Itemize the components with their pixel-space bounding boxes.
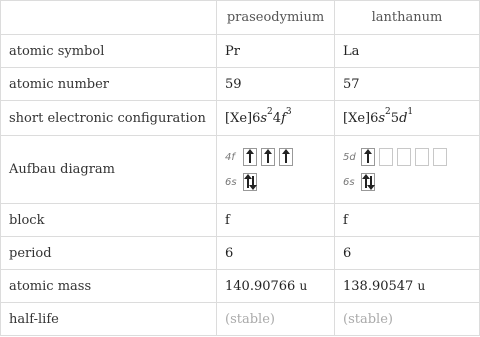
table-row	[1, 35, 480, 68]
empty-orbital-box	[433, 148, 447, 166]
pr-block: f	[217, 204, 335, 237]
orbital-boxes	[243, 173, 261, 191]
orbital-label: 6s	[343, 176, 355, 188]
config-exponent: 2	[267, 107, 273, 118]
orbital-box	[261, 148, 275, 166]
spin-up-arrow-icon	[267, 151, 269, 163]
config-subshell: d	[399, 110, 408, 126]
table-row	[1, 136, 480, 204]
orbital-box	[361, 173, 375, 191]
orbital-label: 5d	[343, 151, 356, 163]
mass-unit: u	[299, 278, 308, 293]
la-period: 6	[335, 237, 480, 270]
row-label-atomic-number: atomic number	[1, 68, 217, 101]
pr-atomic-symbol: Pr	[217, 35, 335, 68]
orbital-boxes	[361, 148, 451, 166]
config-subshell: s	[378, 110, 386, 126]
pr-electron-config	[217, 101, 335, 136]
orbital-box	[243, 173, 257, 191]
table-row	[1, 270, 480, 303]
row-label-half-life: half-life	[1, 303, 217, 336]
la-half-life: (stable)	[335, 303, 480, 336]
config-subshell: f	[281, 110, 286, 126]
config-shell: 4	[272, 110, 282, 126]
la-aufbau-diagram	[335, 136, 480, 204]
row-label-aufbau: Aufbau diagram	[1, 136, 217, 204]
orbital-label: 6s	[225, 176, 237, 188]
header-lanthanum: lanthanum	[335, 1, 480, 35]
orbital-row	[343, 147, 471, 167]
pr-half-life: (stable)	[217, 303, 335, 336]
orbital-box	[279, 148, 293, 166]
orbital-box	[361, 148, 375, 166]
table-row	[1, 237, 480, 270]
pr-aufbau-diagram	[217, 136, 335, 204]
config-exponent: 3	[285, 107, 292, 118]
la-block: f	[335, 204, 480, 237]
orbital-box	[243, 148, 257, 166]
la-atomic-number: 57	[335, 68, 480, 101]
orbital-row	[343, 172, 471, 192]
table-row	[1, 303, 480, 336]
spin-down-arrow-icon	[252, 176, 254, 188]
la-atomic-symbol: La	[335, 35, 480, 68]
mass-value: 140.90766	[225, 278, 296, 294]
config-shell: 5	[390, 110, 400, 126]
spin-down-arrow-icon	[370, 176, 372, 188]
pr-atomic-mass	[217, 270, 335, 303]
table-row	[1, 204, 480, 237]
pr-period: 6	[217, 237, 335, 270]
config-subshell: s	[260, 110, 268, 126]
header-empty-cell	[1, 1, 217, 35]
empty-orbital-box	[397, 148, 411, 166]
spin-up-arrow-icon	[285, 151, 287, 163]
la-atomic-mass	[335, 270, 480, 303]
config-exponent: 1	[407, 107, 414, 118]
table-row	[1, 101, 480, 136]
row-label-electron-config: short electronic configuration	[1, 101, 217, 136]
orbital-row	[225, 172, 326, 192]
mass-unit: u	[417, 278, 426, 293]
orbital-boxes	[243, 148, 297, 166]
row-label-atomic-symbol: atomic symbol	[1, 35, 217, 68]
spin-up-arrow-icon	[249, 151, 251, 163]
header-row	[1, 1, 480, 35]
row-label-block: block	[1, 204, 217, 237]
table-row	[1, 68, 480, 101]
empty-orbital-box	[415, 148, 429, 166]
empty-orbital-box	[379, 148, 393, 166]
config-exponent: 2	[385, 107, 391, 118]
orbital-boxes	[361, 173, 379, 191]
spin-up-arrow-icon	[367, 151, 369, 163]
row-label-atomic-mass: atomic mass	[1, 270, 217, 303]
header-praseodymium: praseodymium	[217, 1, 335, 35]
orbital-label: 4f	[225, 151, 235, 163]
config-core: [Xe]6	[225, 110, 261, 126]
mass-value: 138.90547	[343, 278, 414, 294]
orbital-row	[225, 147, 326, 167]
pr-atomic-number: 59	[217, 68, 335, 101]
config-core: [Xe]6	[343, 110, 379, 126]
row-label-period: period	[1, 237, 217, 270]
la-electron-config	[335, 101, 480, 136]
